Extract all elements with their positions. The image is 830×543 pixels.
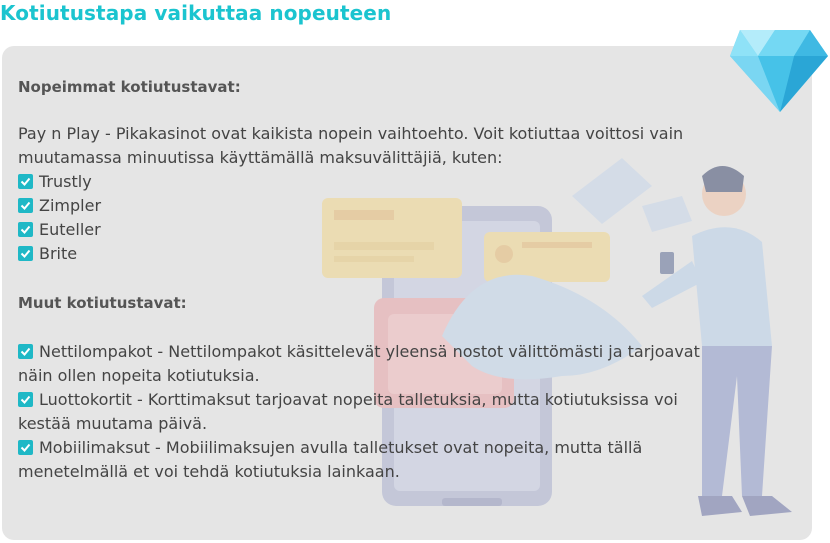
fastest-methods-heading: Nopeimmat kotiutustavat:: [18, 78, 241, 96]
list-item-ewallets-cont: näin ollen nopeita kotiutuksia.: [18, 366, 260, 385]
check-icon: [18, 246, 33, 261]
list-item-credit-cards-cont: kestää muutama päivä.: [18, 414, 208, 433]
check-icon: [18, 174, 33, 189]
page-title: Kotiutustapa vaikuttaa nopeuteen: [0, 1, 392, 25]
list-item-mobile-payments: Mobiilimaksut - Mobiilimaksujen avulla talletukset ovat nopeita, mutta tällä: [18, 436, 642, 460]
list-item-zimpler: Zimpler: [18, 194, 101, 218]
check-icon: [18, 198, 33, 213]
check-icon: [18, 344, 33, 359]
check-icon: [18, 222, 33, 237]
list-item-mobile-payments-cont: menetelmällä et voi tehdä kotiutuksia lainkaan.: [18, 462, 400, 481]
diamond-icon: [728, 26, 830, 114]
other-methods-heading: Muut kotiutustavat:: [18, 294, 187, 312]
check-icon: [18, 392, 33, 407]
list-item-trustly: Trustly: [18, 170, 92, 194]
list-item-brite: Brite: [18, 242, 77, 266]
intro-line-2: muutamassa minuutissa käyttämällä maksuvälittäjiä, kuten:: [18, 148, 503, 167]
list-item-credit-cards: Luottokortit - Korttimaksut tarjoavat nopeita talletuksia, mutta kotiutuksissa voi: [18, 388, 678, 412]
intro-line-1: Pay n Play - Pikakasinot ovat kaikista nopein vaihtoehto. Voit kotiuttaa voittosi vain: [18, 124, 684, 143]
list-item-euteller: Euteller: [18, 218, 101, 242]
check-icon: [18, 440, 33, 455]
list-item-ewallets: Nettilompakot - Nettilompakot käsittelevät yleensä nostot välittömästi ja tarjoavat: [18, 340, 700, 364]
info-card: [2, 46, 812, 540]
